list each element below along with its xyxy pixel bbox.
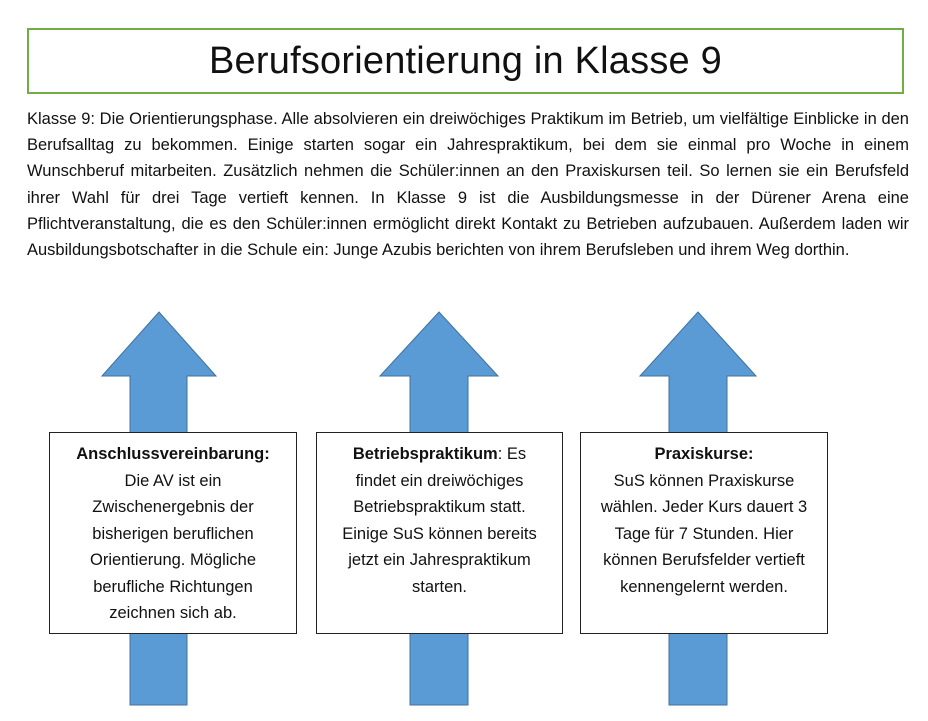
box-praxiskurse bbox=[580, 432, 828, 634]
box-1-heading: Anschlussvereinbarung: bbox=[76, 445, 270, 463]
box-anschlussvereinbarung bbox=[49, 432, 297, 634]
box-3-text: SuS können Praxiskurse wählen. Jeder Kurs dauert 3 Tage für 7 Stunden. Hier können Berufsfelder vertieft kennengelernt werden. bbox=[600, 471, 808, 596]
box-2-text: : Es findet ein dreiwöchiges Betriebspraktikum statt. Einige SuS können bereits jetzt ein Jahrespraktikum starten. bbox=[342, 445, 537, 596]
box-3-heading: Praxiskurse: bbox=[654, 445, 754, 463]
box-2-heading: Betriebspraktikum bbox=[352, 445, 498, 463]
intro-paragraph: Klasse 9: Die Orientierungsphase. Alle absolvieren ein dreiwöchiges Praktikum im Betrieb, um vielfältige Einblicke in den Berufsalltag zu bekommen. Einige starten sogar ein Jahrespraktikum, bei dem sie einmal pro Woche in einem Wunschberuf mitarbeiten. Zusätzlich nehmen die Schüler:innen an den Praxiskursen teil. So lernen sie ein Berufsfeld ihrer Wahl für drei Tage vertieft kennen. In Klasse 9 ist die Ausbildungsmesse in der Dürener Arena eine Pflichtveranstaltung, die es den Schüler:innen ermöglicht direkt Kontakt zu Betrieben aufzubauen. Außerdem laden wir Ausbildungsbotschafter in die Schule ein: Junge Azubis berichten von ihrem Berufsleben und ihrem Weg dorthin. bbox=[27, 110, 909, 260]
box-1-text: Die AV ist ein Zwischenergebnis der bisherigen beruflichen Orientierung. Mögliche berufliche Richtungen zeichnen sich ab. bbox=[90, 471, 256, 622]
box-betriebspraktikum bbox=[316, 432, 563, 634]
page-title: Berufsorientierung in Klasse 9 bbox=[209, 40, 722, 82]
